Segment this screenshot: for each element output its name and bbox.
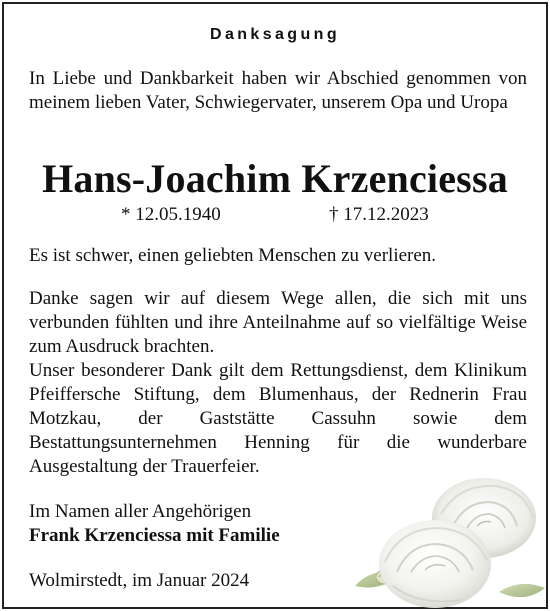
place-date: Wolmirstedt, im Januar 2024 (29, 570, 250, 591)
special-thanks-text: Unser besonderer Dank gilt dem Rettungsdienst, dem Klinikum Pfeiffersche Stiftung, dem Blumenhaus, der Rednerin Frau Motzkau, der Gaststätte Cassuhn sowie dem Bestattungsunternehmen Henning für die wunderbare Ausgestaltung der Trauerfeier. (29, 360, 527, 477)
closing-line: Im Namen aller Angehörigen (29, 501, 252, 522)
death-date: † 17.12.2023 (329, 204, 429, 225)
white-roses-image (349, 474, 549, 610)
obituary-notice (2, 2, 548, 609)
intro-text: In Liebe und Dankbarkeit haben wir Abschied genommen von meinem lieben Vater, Schwiegervater, unserem Opa und Uropa (29, 68, 527, 113)
closing-block (29, 500, 280, 548)
notice-heading: Danksagung (209, 26, 340, 43)
deceased-name: Hans-Joachim Krzenciessa (42, 156, 508, 201)
birth-date: * 12.05.1940 (121, 204, 221, 225)
quote-text: Es ist schwer, einen geliebten Menschen zu verlieren. (29, 245, 437, 266)
thanks-text: Danke sagen wir auf diesem Wege allen, die sich mit uns verbunden fühlten und ihre Anteilnahme auf so vielfältige Weise zum Ausdruck brachten. (29, 288, 527, 357)
family-signature: Frank Krzenciessa mit Familie (29, 525, 280, 546)
rose-lower (379, 520, 491, 608)
leaf-shape (499, 584, 545, 597)
